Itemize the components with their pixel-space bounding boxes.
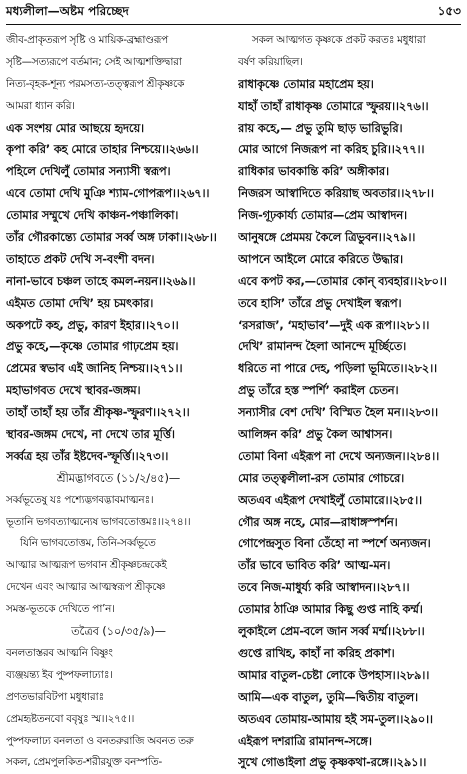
- verse-line: ধরিতে না পারে দেহ, পড়িলা ভূমিতে।।২৮২।।: [238, 361, 437, 376]
- verse-line: তোমার সম্মুখে দেখি কাঞ্চন-পঞ্চালিকা।: [6, 208, 179, 223]
- verse-line: কৃপা করি’ কহ মোরে তাহার নিশ্চয়ে।।২৬৬।।: [6, 142, 199, 157]
- verse-line: অতএব তোমায়-আমায় হই সম-তুল।।২৯০।।: [238, 711, 433, 726]
- verse-line: তবে হাসি’ তাঁরে প্রভু দেখাইল স্বরূপ।: [238, 295, 402, 310]
- commentary-line: বনলতাস্তরব আত্মনি বিষ্ণুং: [6, 646, 113, 659]
- verse-line: আমি—এক বাতুল, তুমি—দ্বিতীয় বাতুল।: [238, 689, 418, 704]
- citation-line: শ্রীমদ্ভাগবতে (১১/২/৪৫)—: [56, 470, 181, 485]
- commentary-line: নিত্য-বৃহক-শূন্য পরমসত্য-তত্ত্বরূপ শ্রীকৃষ্ণকে: [6, 77, 185, 90]
- verse-line: এবে তোমা দেখি মুঞি শ্যাম-গোপরূপ।।২৬৭।।: [6, 186, 210, 201]
- verse-line: নিজরস আস্বাদিতে করিয়াছ অবতার।।২৭৮।।: [238, 186, 434, 201]
- commentary-line: আমরা ধ্যান করি।: [6, 99, 75, 112]
- commentary-line: ভূতানি ভগবত্যাত্মন্যেষ ভাগবতোত্তমঃ।।২৭৪।।: [6, 515, 191, 528]
- commentary-line: দেখেন এবং আত্মার আত্মস্বরূপ শ্রীকৃষ্ণে: [6, 581, 166, 594]
- verse-line: মহাভাগবত দেখে স্থাবর-জঙ্গম।: [6, 383, 141, 398]
- verse-line: পহিলে দেখিলুঁ তোমার সন্যাসী স্বরূপ।: [6, 164, 171, 179]
- verse-line: মোর তত্ত্বলীলা-রস তোমার গোচরে।: [238, 470, 405, 485]
- commentary-line: প্রেমহৃষ্টতনবো ববৃষুঃ স্ম।।২৭৫।।: [6, 712, 135, 725]
- verse-line: তোমার ঠাঞি আমার কিছু গুপ্ত নাহি কর্ম্ম।: [238, 602, 423, 617]
- commentary-line: সর্ব্বভূতেষু যঃ পশ্যেদ্ভগবদ্ভাবমাত্মনঃ।: [6, 493, 154, 506]
- verse-line: রাধিকার ভাবকান্তি করি’ অঙ্গীকার।: [238, 164, 389, 179]
- verse-line: দেখি’ রামানন্দ হৈলা আনন্দে মূর্চ্ছিতে।: [238, 339, 407, 354]
- verse-line: এইরূপ দশরাত্রি রামানন্দ-সঙ্গে।: [238, 733, 372, 748]
- verse-line: অকপটে কহ, প্রভু, কারণ ইহার।।২৭০।।: [6, 317, 179, 332]
- verse-line: লুকাইলে প্রেম-বলে জান সর্ব্ব মর্ম্ম।।২৮৮।।: [238, 624, 425, 639]
- verse-line: গুপ্তে রাখিহ, কাহাঁ না করিহ প্রকাশ।: [238, 645, 395, 660]
- verse-line: তবে নিজ-মাধুর্য্য করি আস্বাদন।।২৮৭।।: [238, 580, 410, 595]
- verse-line: নানা-ভাবে চঞ্চল তাহে কমল-নয়ন।।২৬৯।।: [6, 273, 196, 288]
- commentary-line: পুষ্পফলাঢ্য বনলতা ও বনতরুরাজি অবনত তরু: [6, 734, 194, 747]
- verse-line: মোর আগে নিজরূপ না করিহ চুরি।।২৭৭।।: [238, 142, 425, 157]
- verse-line: সর্ব্বত্র হয় তাঁর ইষ্টদেব-স্ফূর্ত্তি।।২৭৩।।: [6, 448, 169, 463]
- verse-line: প্রেমের স্বভাব এই জানিহ নিশ্চয়।।২৭১।।: [6, 361, 183, 376]
- verse-line: আমার বাতুল-চেষ্টা লোকে উপহাস।।২৮৯।।: [238, 667, 430, 682]
- verse-line: প্রভু তাঁরে হস্ত স্পর্শি’ করাইল চেতন।: [238, 383, 399, 398]
- commentary-line: ব্যঞ্জয়ন্ত্য ইব পুষ্পফলাঢ্যাঃ।: [6, 668, 113, 681]
- verse-line: প্রভু কহে,—কৃষ্ণে তোমার গাঢ়প্রেম হয়।: [6, 339, 179, 354]
- verse-line: এক সংশয় মোর আছয়ে হৃদয়ে।: [6, 120, 144, 135]
- commentary-line: আত্মার আত্মরূপ ভগবান শ্রীকৃষ্ণচন্দ্রকেই: [6, 559, 167, 572]
- left-column: [6, 30, 231, 774]
- page-header: [6, 3, 461, 23]
- right-column: [238, 30, 461, 774]
- page-number: ১৫৩: [437, 4, 461, 18]
- commentary-line: সৃষ্টি—সত্যরূপে বর্তমান; সেই আত্মশক্তিদ্বারা: [6, 55, 182, 68]
- commentary-line: প্রণতভারবিটপা মধুধারাঃ: [6, 690, 104, 703]
- verse-line: এবে কপট কর,—তোমার কোন্ ব্যবহার।।২৮০।।: [238, 273, 447, 288]
- verse-line: আলিঙ্গন করি’ প্রভু কৈল আশ্বাসন।: [238, 427, 393, 442]
- commentary-line: সকল, প্রেমপুলকিত-শরীরযুক্ত বনস্পতি-: [6, 756, 162, 769]
- verse-line: তাহাতে প্রকট দেখি স-বংশী বদন।: [6, 251, 155, 266]
- verse-line: আপনে আইলে মোরে করিতে উদ্ধার।: [238, 251, 403, 266]
- chapter-title: মধ্যলীলা—অষ্টম পরিচ্ছেদ: [6, 4, 129, 18]
- verse-line: এইমত তোমা দেখি’ হয় চমৎকার।: [6, 295, 154, 310]
- verse-line: সন্যাসীর বেশ দেখি’ বিস্মিত হৈল মন।।২৮৩।।: [238, 405, 438, 420]
- verse-line: যাহাঁ তাহাঁ রাধাকৃষ্ণ তোমারে স্ফুরয়।।২৭৬।।: [238, 98, 429, 113]
- header-divider: [6, 24, 461, 25]
- verse-line: তাঁর গৌরকান্ত্যে তোমার সর্ব্ব অঙ্গ ঢাকা।।২৬৮।।: [6, 230, 217, 245]
- verse-line: আনুষঙ্গে প্রেমময় কৈলে ত্রিভুবন।।২৭৯।।: [238, 230, 416, 245]
- commentary-line: জীব-প্রাকৃতরূপ সৃষ্টি ও মায়িক-ব্রহ্মাণ্ডরূপ: [6, 34, 168, 46]
- commentary-line: সকল আত্মগত কৃষ্ণকে প্রকট করতঃ মধুধারা: [252, 34, 426, 46]
- verse-line: তোমা বিনা এইরূপ না দেখে অন্যজন।।২৮৪।।: [238, 448, 440, 463]
- verse-line: তাঁর ভাবে ভাবিত করি’ আত্ম-মন।: [238, 558, 391, 573]
- verse-line: সুখে গোঙাইলা প্রভু কৃষ্ণকথা-রঙ্গে।।২৯১।।: [238, 755, 427, 770]
- commentary-line: সমস্ত-ভূতকে দেখিতে পা’ন।: [6, 603, 115, 616]
- verse-line: তাহাঁ তাহাঁ হয় তাঁর শ্রীকৃষ্ণ-স্ফুরণ।।২৭২।।: [6, 405, 190, 420]
- verse-line: রায় কহে,— প্রভু তুমি ছাড় ভারিভুরি।: [238, 120, 403, 135]
- commentary-line: যিনি ভাগবতোত্তম, তিনি-সর্ব্বভূতে: [20, 537, 156, 550]
- verse-line: ‘রসরাজ’, ‘মহাভাব’—দুই এক রূপ।।২৮১।।: [238, 317, 430, 332]
- verse-line: অতএব এইরূপ দেখাইলুঁ তোমারে।।২৮৫।।: [238, 492, 422, 507]
- citation-line: তত্রৈব (১০/৩৫/৯)—: [71, 624, 166, 639]
- verse-line: রাধাকৃষ্ণে তোমার মহাপ্রেম হয়।: [238, 76, 374, 91]
- commentary-line: বর্ষণ করিয়াছিল।: [238, 55, 303, 68]
- verse-line: গোপেন্দ্রসুত বিনা তেঁহো না স্পর্শে অন্যজন।: [238, 536, 431, 551]
- verse-line: নিজ-গূঢ়কার্য্য তোমার—প্রেম আস্বাদন।: [238, 208, 407, 223]
- verse-line: গৌর অঙ্গ নহে, মোর—রাধাঙ্গস্পর্শন।: [238, 514, 398, 529]
- verse-line: স্থাবর-জঙ্গম দেখে, না দেখে তার মূর্ত্তি।: [6, 427, 175, 442]
